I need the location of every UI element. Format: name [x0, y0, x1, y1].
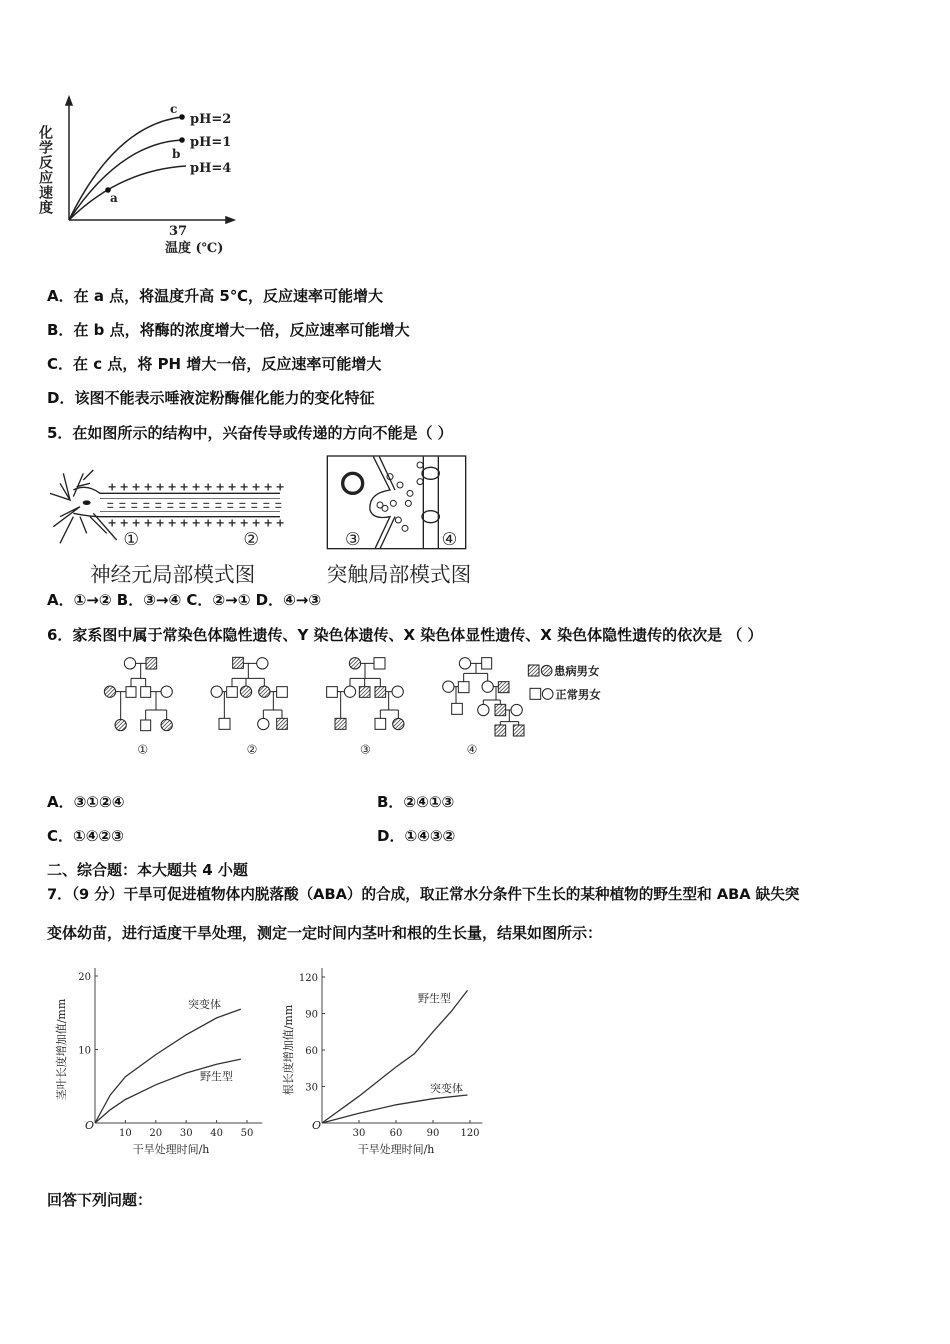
pedigree-3 — [327, 658, 404, 730]
q5-stem: 5．在如图所示的结构中，兴奋传导或传递的方向不能是（ ） — [47, 424, 453, 442]
pedigree-4 — [443, 658, 524, 736]
plus-charge: + — [179, 515, 189, 530]
plus-charge: + — [143, 479, 153, 494]
plus-charge: + — [191, 479, 201, 494]
affected-female-icon — [541, 665, 552, 676]
x-tick-label: 60 — [389, 1128, 403, 1139]
legend-normal: 正常男女 — [555, 687, 601, 702]
series-label-0: 突变体 — [188, 998, 221, 1011]
x-tick-label: 90 — [426, 1128, 440, 1139]
q4-option-a: A．在 a 点，将温度升高 5℃，反应速率可能增大 — [47, 287, 384, 305]
normal-male-icon — [530, 688, 541, 699]
series-line-0 — [322, 990, 468, 1123]
answer-prompt: 回答下列问题： — [47, 1191, 153, 1209]
curve-label-ph1: pH=1 — [190, 135, 232, 150]
plus-charge: + — [203, 515, 213, 530]
series-line-1 — [95, 1059, 241, 1123]
series-line-1 — [322, 1095, 468, 1123]
q5-options: A．①→② B．③→④ C．②→① D．④→③ — [47, 591, 322, 609]
postsynaptic-membrane — [423, 457, 438, 549]
nucleus — [83, 501, 90, 504]
q6-option-d: D．①④③② — [377, 827, 456, 845]
plus-charge: + — [107, 479, 117, 494]
plus-charge: + — [191, 515, 201, 530]
receptor-channel — [422, 467, 439, 479]
plus-charge: + — [131, 515, 141, 530]
plus-charge: + — [179, 479, 189, 494]
pedigree-legend — [528, 665, 553, 699]
series-label-0: 野生型 — [418, 992, 451, 1005]
q6-option-a: A．③①②④ — [47, 793, 125, 811]
plus-charge: + — [239, 515, 249, 530]
origin-label: O — [312, 1119, 322, 1132]
x-tick-label: 10 — [119, 1128, 132, 1139]
y-tick-label: 90 — [305, 1009, 318, 1021]
plus-charge: + — [155, 479, 165, 494]
label-3: ③ — [345, 530, 361, 550]
plus-charge: + — [263, 515, 273, 530]
section-heading: 二、综合题：本大题共 4 小题 — [47, 861, 248, 879]
point-c — [179, 114, 185, 120]
x-axis-label: 温度 (℃) — [165, 241, 224, 256]
plus-charge: + — [119, 515, 129, 530]
x-axis-label: 干旱处理时间/h — [357, 1143, 435, 1156]
dendrites — [50, 470, 117, 543]
plus-charge: + — [275, 515, 285, 530]
pedigree-1 — [104, 658, 172, 731]
y-tick-label: 30 — [305, 1082, 318, 1094]
pedigree-label-3: ③ — [360, 742, 371, 757]
y-tick-label: 60 — [305, 1046, 318, 1057]
x-tick-label: 40 — [210, 1128, 223, 1139]
root-growth-chart — [270, 960, 500, 1160]
x-tick-label: 20 — [149, 1128, 163, 1139]
label-2: ② — [243, 530, 259, 550]
stem-growth-chart — [40, 960, 270, 1160]
q6-option-b: B．②④①③ — [377, 793, 455, 811]
axon-inner-membrane — [100, 498, 280, 511]
plus-charge: + — [107, 515, 117, 530]
pedigree-figure — [40, 650, 680, 765]
neuron-synapse-figure — [40, 450, 480, 590]
q4-option-b: B．在 b 点，将酶的浓度增大一倍，反应速率可能增大 — [47, 321, 410, 339]
legend-affected: 患病男女 — [554, 664, 600, 678]
q6-stem: 6．家系图中属于常染色体隐性遗传、Y 染色体遗传、X 染色体显性遗传、X 染色体隐性遗传的依次是 （ ） — [47, 626, 763, 644]
pedigree-2 — [211, 657, 287, 729]
y-tick-label: 20 — [78, 972, 91, 983]
plus-charge: + — [251, 479, 261, 494]
neuron-caption: 神经元局部模式图 — [90, 562, 256, 587]
q4-option-d: D．该图不能表示唾液淀粉酶催化能力的变化特征 — [47, 389, 375, 407]
x-axis-label: 干旱处理时间/h — [132, 1143, 210, 1156]
x-axis-arrow-icon — [226, 217, 234, 223]
label-1: ① — [123, 530, 139, 550]
plus-charge: + — [239, 479, 249, 494]
pedigree-label-2: ② — [246, 742, 258, 757]
pedigree-label-1: ① — [137, 742, 149, 757]
y-axis-label: 化学反应速度 — [37, 125, 53, 215]
y-tick-label: 10 — [78, 1045, 91, 1057]
plus-charge: + — [131, 479, 141, 494]
curve-label-ph4: pH=4 — [190, 161, 232, 176]
series-label-1: 突变体 — [430, 1082, 463, 1095]
label-c: c — [170, 102, 178, 116]
label-4: ④ — [441, 530, 458, 550]
plus-charge: + — [143, 515, 153, 530]
plus-charge: + — [215, 515, 225, 530]
label-b: b — [172, 147, 181, 161]
membrane-charges — [107, 480, 284, 530]
y-axis-arrow-icon — [66, 97, 72, 105]
plus-charge: + — [227, 515, 237, 530]
plus-charge: + — [263, 479, 273, 494]
receptor-channel — [422, 511, 439, 523]
normal-female-icon — [542, 689, 553, 700]
y-tick-label: 120 — [298, 973, 318, 984]
mitochondrion — [343, 473, 363, 493]
q6-option-c: C．①④②③ — [47, 827, 124, 845]
plus-charge: + — [227, 479, 237, 494]
curve-label-ph2: pH=2 — [190, 112, 232, 127]
x-tick-label: 30 — [179, 1128, 193, 1139]
q7-line2: 变体幼苗，进行适度干旱处理，测定一定时间内茎叶和根的生长量，结果如图所示： — [47, 924, 603, 942]
q7-line1: 7．（9 分）干旱可促进植物体内脱落酸（ABA）的合成，取正常水分条件下生长的某种植物的野生型和 ABA 缺失突 — [47, 886, 800, 903]
x-tick-37: 37 — [169, 224, 188, 239]
plus-charge: + — [275, 479, 285, 494]
q4-option-c: C．在 c 点，将 PH 增大一倍，反应速率可能增大 — [47, 355, 382, 373]
affected-male-icon — [528, 665, 539, 676]
plus-charge: + — [167, 515, 177, 530]
plus-charge: + — [215, 479, 225, 494]
x-tick-label: 50 — [240, 1128, 254, 1139]
plus-charge: + — [167, 479, 177, 494]
x-tick-label: 30 — [352, 1128, 366, 1139]
label-a: a — [110, 191, 118, 205]
y-axis-label: 茎叶长度增加值/mm — [55, 998, 68, 1101]
plus-charge: + — [155, 515, 165, 530]
origin-label: O — [85, 1119, 95, 1132]
plus-charge: + — [119, 479, 129, 494]
plus-charge: + — [203, 479, 213, 494]
x-tick-label: 120 — [460, 1128, 480, 1139]
point-b — [179, 137, 185, 143]
series-label-1: 野生型 — [200, 1070, 233, 1083]
pedigree-label-4: ④ — [466, 742, 478, 757]
curve-ph4 — [69, 166, 186, 220]
enzyme-rate-figure — [37, 95, 250, 260]
plus-charge: + — [251, 515, 261, 530]
y-axis-label: 根长度增加值/mm — [282, 1004, 295, 1096]
synapse-caption: 突触局部模式图 — [326, 562, 472, 587]
